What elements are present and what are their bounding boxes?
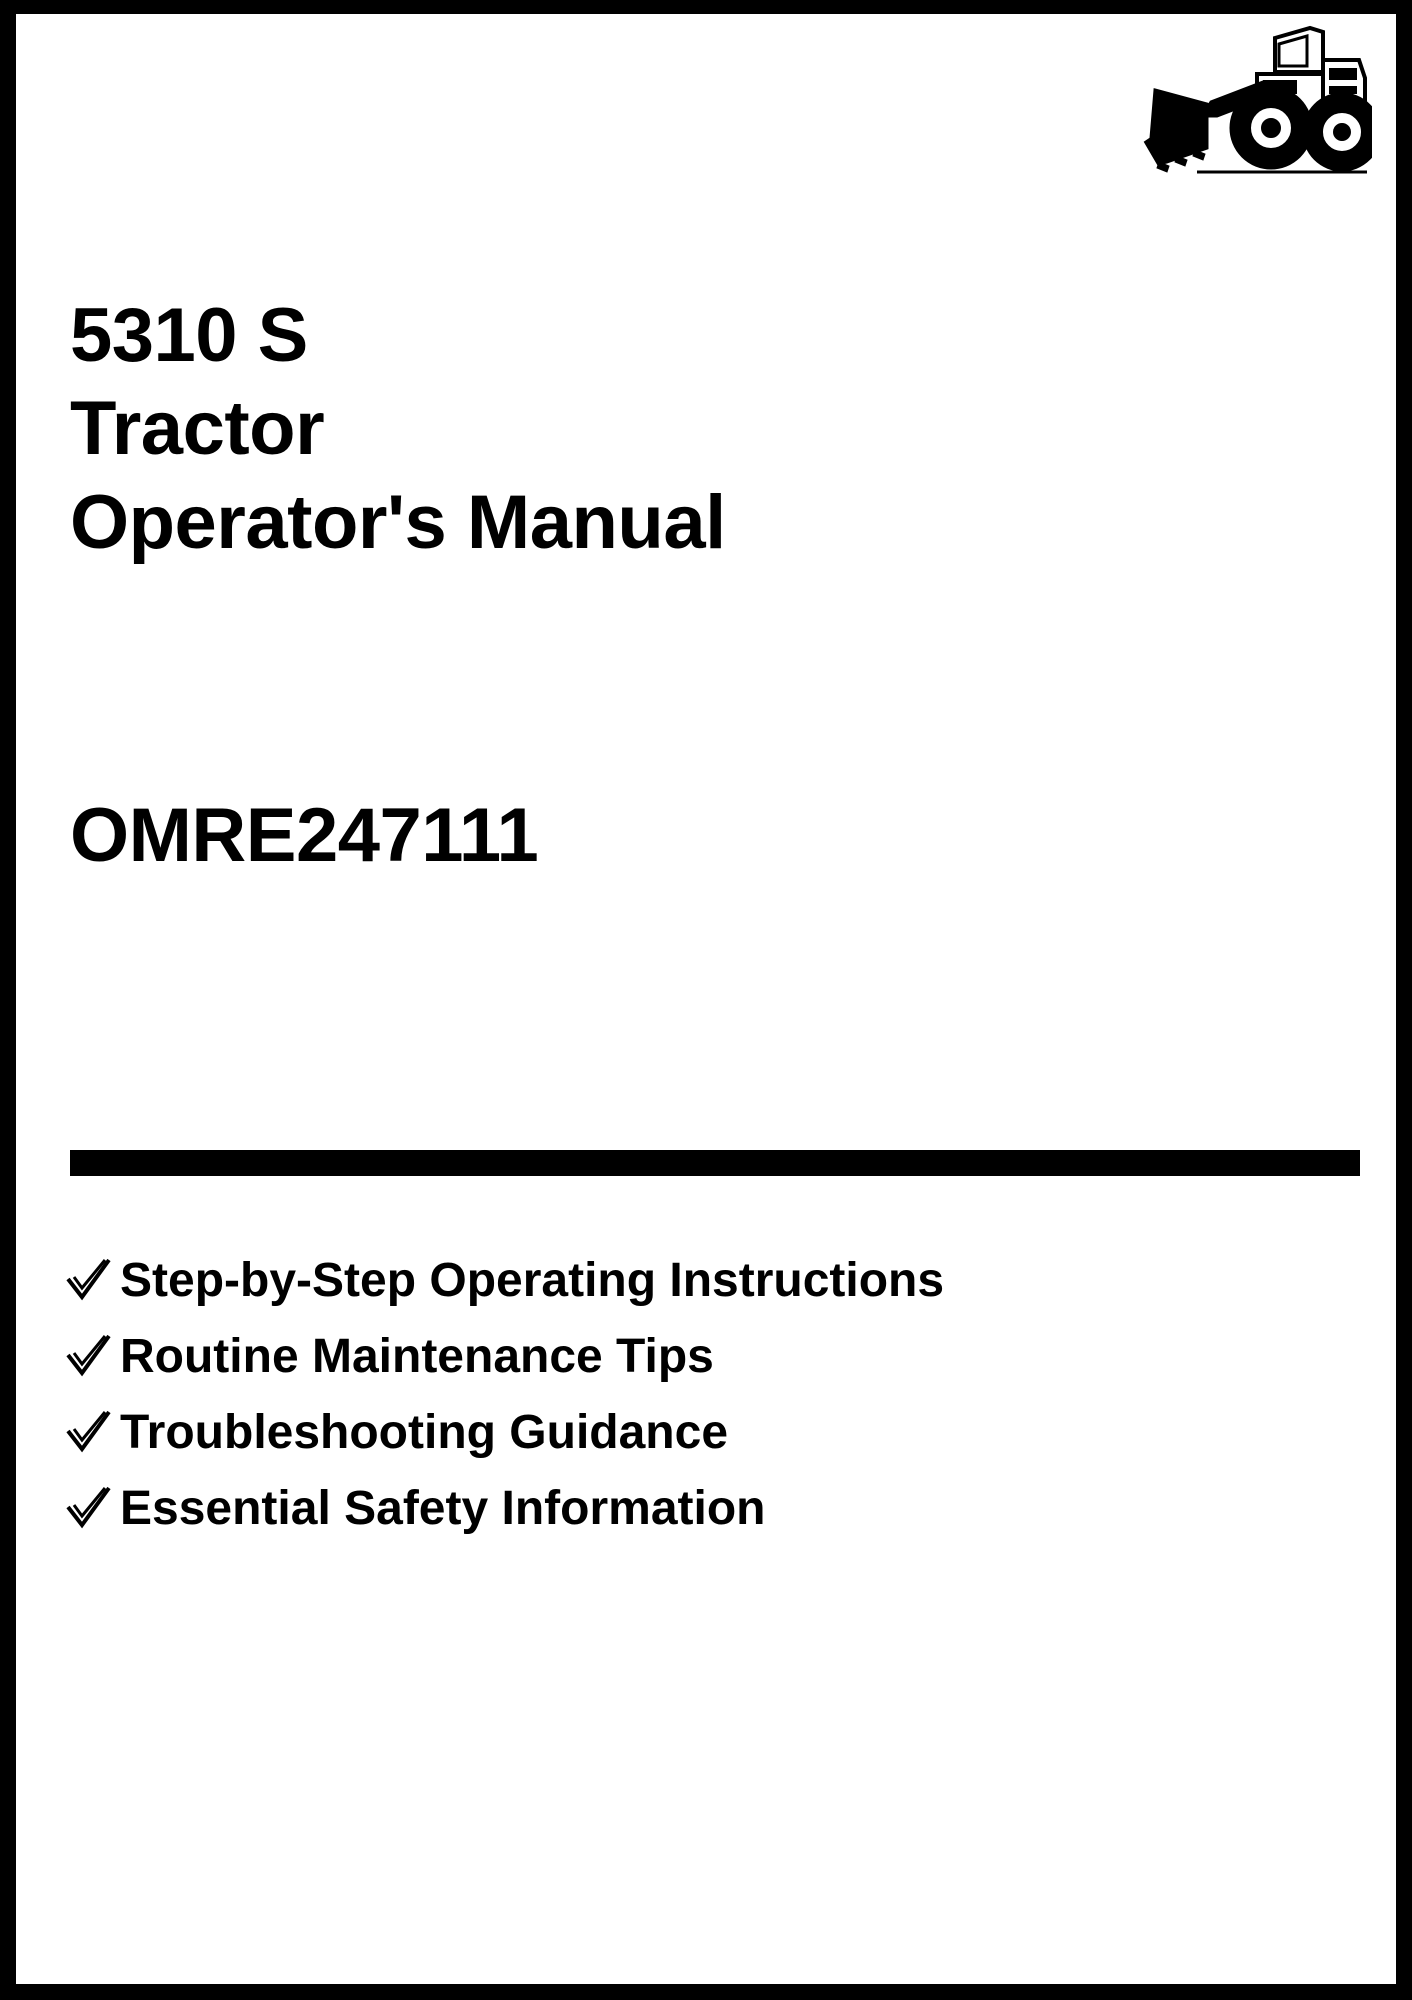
horizontal-rule [70, 1150, 1360, 1176]
feature-label: Step-by-Step Operating Instructions [120, 1253, 945, 1307]
title-line-1: 5310 S [70, 293, 308, 378]
list-item [64, 1254, 1354, 1308]
list-item [64, 1330, 1354, 1384]
title-line-3: Operator's Manual [70, 479, 726, 565]
checkmark-icon [64, 1482, 120, 1536]
wheel-loader-illustration [1137, 20, 1372, 205]
feature-label: Essential Safety Information [120, 1481, 766, 1535]
publication-code-text: OMRE247111 [70, 793, 539, 878]
feature-label: Troubleshooting Guidance [120, 1405, 729, 1459]
checkmark-icon [64, 1254, 120, 1308]
feature-label: Routine Maintenance Tips [120, 1329, 714, 1383]
publication-code [70, 792, 538, 879]
checkmark-icon [64, 1406, 120, 1460]
list-item [64, 1406, 1354, 1460]
list-item [64, 1482, 1354, 1536]
title-line-2: Tractor [70, 386, 325, 472]
cover-sheet [16, 14, 1396, 1984]
feature-list [64, 1254, 1354, 1558]
cover-title [70, 289, 1170, 569]
checkmark-icon [64, 1330, 120, 1384]
